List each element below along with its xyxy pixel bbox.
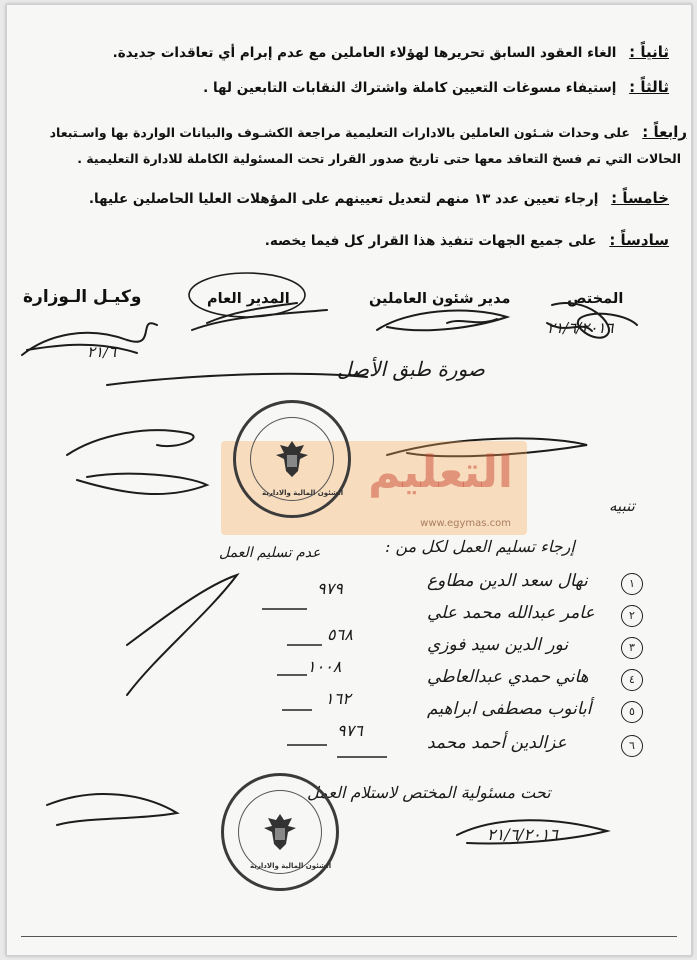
clause-6-label: سادساً : <box>609 231 669 249</box>
page-bottom-rule <box>21 936 677 937</box>
clause-6-text: على جميع الجهات تنفيذ هذا القرار كل فيما يخصه. <box>264 233 597 249</box>
list-item-code: ١٠٠٨ <box>307 657 342 676</box>
list-item-name: أبانوب مصطفى ابراهيم <box>427 699 592 719</box>
official-stamp <box>233 400 351 518</box>
watermark-title: التعليم <box>368 447 513 498</box>
clause-4-label: رابعاً : <box>642 123 687 141</box>
list-item-name: نور الدين سيد فوزي <box>427 635 569 655</box>
list-item-name: هاني حمدي عبدالعاطي <box>427 667 589 687</box>
list-item-name: نهال سعد الدين مطاوع <box>427 571 588 591</box>
list-number: ٤ <box>621 669 643 691</box>
officer-general-manager: المدير العام <box>207 291 290 307</box>
handwritten-note-label: تنبيه <box>609 497 635 515</box>
list-number: ٢ <box>621 605 643 627</box>
handwritten-not-delivered: عدم تسليم العمل <box>219 545 321 561</box>
dash-marks <box>262 609 387 757</box>
handwritten-date-deputy: ٢١/٦ <box>87 343 117 361</box>
handwritten-footer-note: تحت مسئولية المختص لاستلام العمل <box>307 783 551 802</box>
eagle-icon <box>260 810 300 854</box>
handwritten-copy-note: صورة طبق الأصل <box>337 357 485 381</box>
list-number: ٦ <box>621 735 643 757</box>
list-item-name: عامر عبدالله محمد علي <box>427 603 595 623</box>
document-page <box>6 4 692 956</box>
clause-3-label: ثالثاً : <box>629 78 669 96</box>
official-stamp-footer <box>221 773 339 891</box>
handwritten-delivery-note: إرجاء تسليم العمل لكل من : <box>385 537 575 556</box>
list-number: ١ <box>621 573 643 595</box>
officer-specialist: المختص <box>567 291 624 307</box>
list-number: ٥ <box>621 701 643 723</box>
stamp-text: الشئون المالية والادارية <box>250 862 332 870</box>
list-item-code: ١٦٢ <box>325 689 351 708</box>
eagle-icon <box>272 437 312 481</box>
clause-2-label: ثانياً : <box>629 43 669 61</box>
clause-5-label: خامساً : <box>611 189 669 207</box>
list-item-code: ٥٦٨ <box>327 625 353 644</box>
clause-4-text: على وحدات شـئون العاملين بالادارات التعليمية مراجعة الكشـوف والبيانات الواردة بها واسـتبعاد <box>49 125 630 140</box>
list-item-name: عزالدين أحمد محمد <box>427 733 567 753</box>
clause-4-continued-text: الحالات التي تم فسخ التعاقد معها حتى تاريخ صدور القرار تحت المسئولية الكاملة للادارة التعليمية . <box>77 151 681 166</box>
clause-3-text: إستيفاء مسوغات التعيين كاملة واشتراك النقابات التابعين لها . <box>203 80 617 96</box>
stamp-text: الشئون المالية والادارية <box>262 489 344 497</box>
clause-2-text: الغاء العقود السابق تحريرها لهؤلاء العاملين مع عدم إبرام أي تعاقدات جديدة. <box>112 45 617 61</box>
watermark-url: www.egymas.com <box>420 518 511 529</box>
list-number: ٣ <box>621 637 643 659</box>
clause-5-text: إرجاء تعيين عدد ١٣ منهم لتعديل تعيينهم على المؤهلات العليا الحاصلين عليها. <box>88 191 599 207</box>
list-item-code: ٩٧٩ <box>317 579 343 598</box>
handwritten-footer-date: ٢١/٦/٢٠١٦ <box>487 825 558 844</box>
list-item-code: ٩٧٦ <box>337 721 363 740</box>
handwritten-date-specialist: ٢١/٦/٢٠١٦ <box>547 319 614 337</box>
officer-deputy-minister: وكيـل الـوزارة <box>23 287 142 307</box>
officer-hr-manager: مدير شئون العاملين <box>369 291 511 307</box>
